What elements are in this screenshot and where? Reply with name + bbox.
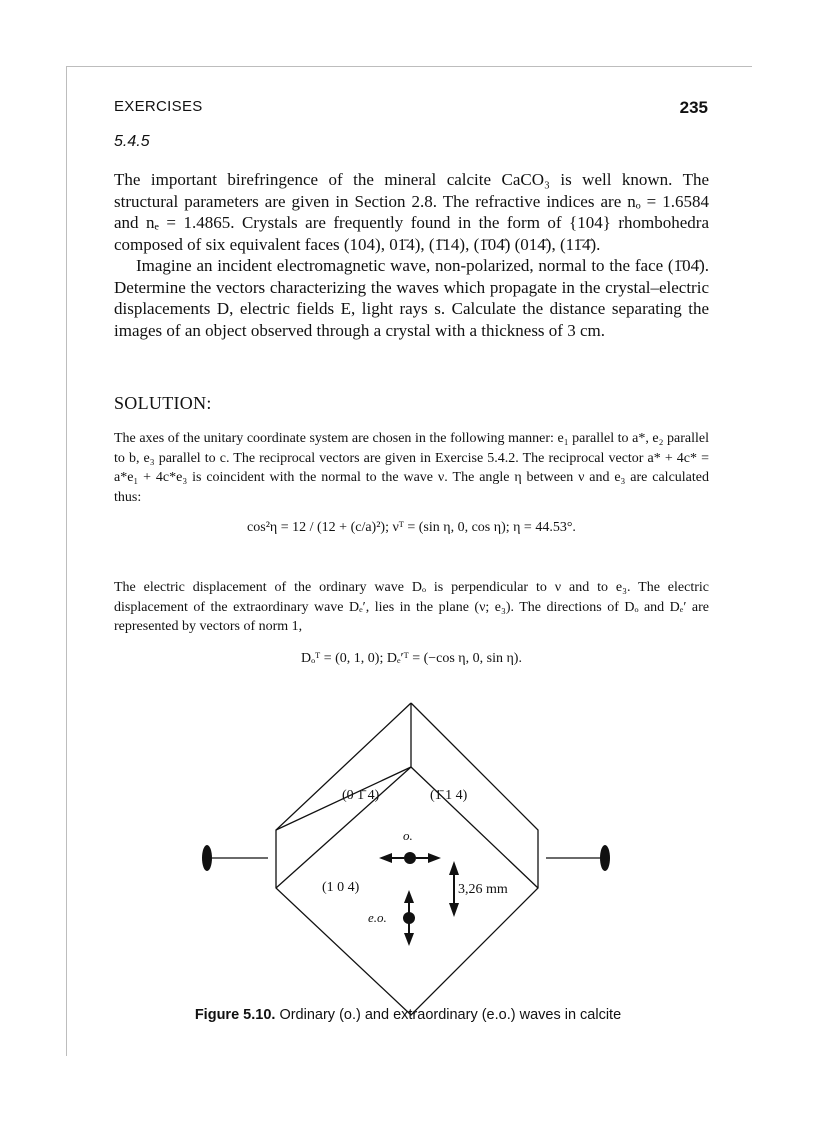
extraordinary-arrow-up bbox=[404, 890, 414, 903]
solution-paragraph-1-text: The axes of the unitary coordinate system are chosen in the following manner: e₁ parallel to a*, e₂ parallel to b, e₃ parallel to c. The reciprocal vectors are given in Exercise 5.4.2. The reciprocal vector a* + 4c* = a*e₁ + 4c*e₃ is coincident with the normal to the wave ν. The angle η between ν and e₃ are calculated thus: bbox=[114, 431, 709, 505]
face-label-top-right: (1̄ 1 4) bbox=[430, 788, 468, 803]
separation-label: 3,26 mm bbox=[458, 882, 508, 897]
page-number: 235 bbox=[679, 98, 708, 117]
problem-paragraph-2: Imagine an incident electromagnetic wave, non-polarized, normal to the face (1̄04̄). Determine the vectors characterizing the waves which propagate in the crystal–electric displacements D, electric fields E, light rays s. Calculate the distance separating the images of an object observed through a crystal with a thickness of 3 cm. bbox=[114, 256, 709, 340]
solution-heading: SOLUTION: bbox=[114, 393, 212, 413]
object-right-marker bbox=[600, 845, 610, 871]
ordinary-dot bbox=[404, 852, 416, 864]
object-left-marker bbox=[202, 845, 212, 871]
ordinary-arrow-left bbox=[379, 853, 392, 863]
equation-angle: cos²η = 12 / (12 + (c/a)²); νᵀ = (sin η, 0, cos η); η = 44.53°. bbox=[247, 520, 576, 535]
ordinary-arrow-right bbox=[428, 853, 441, 863]
extraordinary-dot bbox=[403, 912, 415, 924]
exercise-number: 5.4.5 bbox=[114, 133, 150, 150]
separation-arrow-up bbox=[449, 861, 459, 875]
equation-displacements: Dₒᵀ = (0, 1, 0); Dₑ′ᵀ = (−cos η, 0, sin η). bbox=[301, 651, 522, 666]
running-head: EXERCISES bbox=[114, 98, 203, 115]
separation-arrow-down bbox=[449, 903, 459, 917]
problem-paragraph-1: The important birefringence of the mineral calcite CaCO₃ is well known. The structural parameters are given in Section 2.8. The refractive indices are nₒ = 1.6584 and nₑ = 1.4865. Crystals are frequently found in the form of {104} rhombohedra composed of six equivalent faces (104), 01̄4), (1̄14), (1̄04̄) (014̄), (11̄4̄). bbox=[114, 170, 709, 254]
crystal-edge bbox=[411, 767, 538, 888]
figure-caption-text: Ordinary (o.) and extraordinary (e.o.) waves in calcite bbox=[279, 1007, 622, 1023]
crystal-edge bbox=[276, 767, 411, 888]
face-label-top-left: (0 1̄ 4) bbox=[342, 788, 380, 803]
extraordinary-wave-label: e.o. bbox=[368, 910, 387, 925]
face-label-front: (1 0 4) bbox=[322, 880, 360, 895]
figure-caption-label: Figure 5.10. bbox=[194, 1007, 276, 1023]
figure-caption bbox=[0, 1007, 816, 1023]
ordinary-wave-label: o. bbox=[403, 828, 413, 843]
extraordinary-arrow-down bbox=[404, 933, 414, 946]
solution-paragraph-2-text: The electric displacement of the ordinary wave Dₒ is perpendicular to ν and to e₃. The electric displacement of the extraordinary wave Dₑ′, lies in the plane (ν; e₃). The directions of Dₒ and Dₑ′ are represented by vectors of norm 1, bbox=[114, 580, 709, 634]
